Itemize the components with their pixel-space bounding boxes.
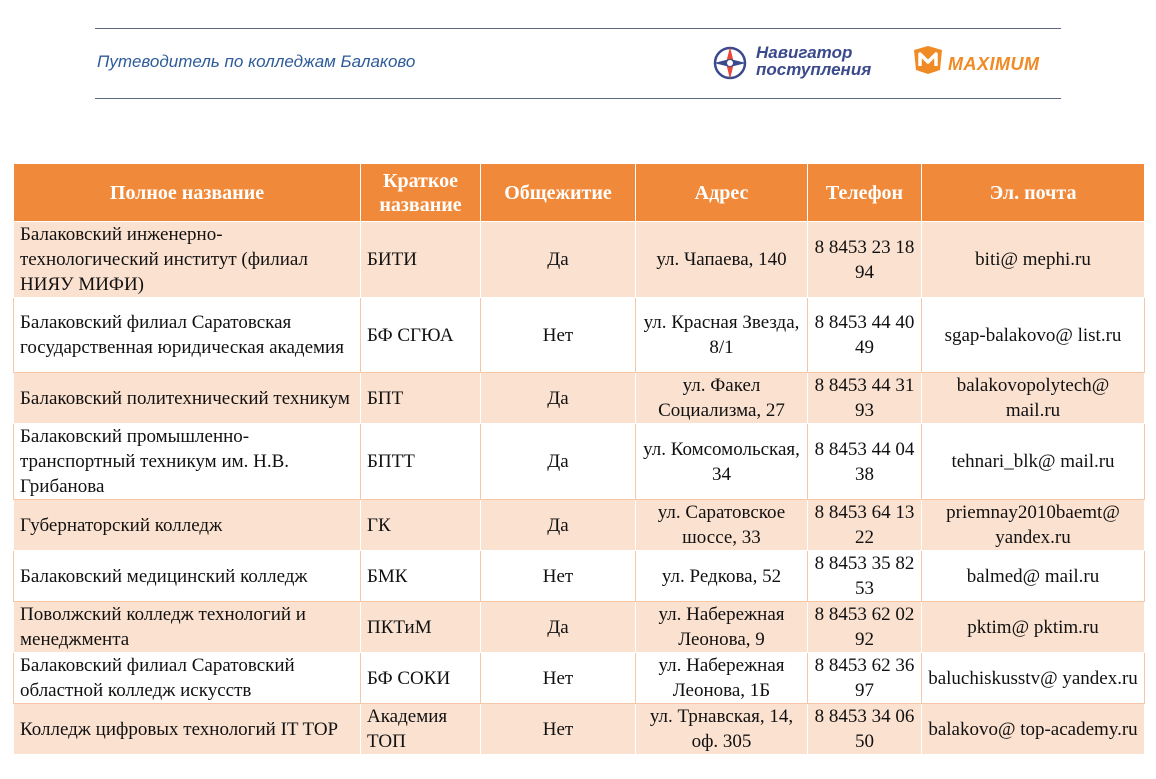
cell-full-name: Балаковский инженерно-технологический институт (филиал НИЯУ МИФИ) bbox=[14, 222, 361, 298]
cell-dormitory: Да bbox=[481, 500, 636, 551]
maximum-logo bbox=[910, 42, 1060, 82]
table-row bbox=[14, 704, 1145, 755]
cell-full-name: Балаковский политехнический техникум bbox=[14, 373, 361, 424]
cell-dormitory: Да bbox=[481, 373, 636, 424]
cell-dormitory: Нет bbox=[481, 653, 636, 704]
cell-phone: 8 8453 34 06 50 bbox=[808, 704, 922, 755]
cell-short-name: БИТИ bbox=[361, 222, 481, 298]
cell-full-name: Балаковский промышленно-транспортный техникум им. Н.В. Грибанова bbox=[14, 424, 361, 500]
cell-address: ул. Комсомольская, 34 bbox=[636, 424, 808, 500]
page-title: Путеводитель по колледжам Балаково bbox=[97, 52, 416, 71]
cell-phone: 8 8453 62 36 97 bbox=[808, 653, 922, 704]
cell-address: ул. Саратовское шоссе, 33 bbox=[636, 500, 808, 551]
cell-short-name: БФ СГЮА bbox=[361, 298, 481, 373]
cell-email: balakovo@ top-academy.ru bbox=[922, 704, 1145, 755]
table-row bbox=[14, 653, 1145, 704]
cell-short-name: ПКТиМ bbox=[361, 602, 481, 653]
cell-email: tehnari_blk@ mail.ru bbox=[922, 424, 1145, 500]
column-header-full-name: Полное название bbox=[14, 164, 361, 222]
cell-dormitory: Да bbox=[481, 424, 636, 500]
cell-phone: 8 8453 44 31 93 bbox=[808, 373, 922, 424]
cell-phone: 8 8453 44 04 38 bbox=[808, 424, 922, 500]
table-header-row bbox=[14, 164, 1145, 222]
cell-short-name: БМК bbox=[361, 551, 481, 602]
cell-email: priemnay2010baemt@ yandex.ru bbox=[922, 500, 1145, 551]
cell-address: ул. Редкова, 52 bbox=[636, 551, 808, 602]
cell-short-name: БПТТ bbox=[361, 424, 481, 500]
navigator-logo-line2: поступления bbox=[756, 60, 872, 79]
compass-icon bbox=[710, 43, 750, 83]
cell-address: ул. Набережная Леонова, 1Б bbox=[636, 653, 808, 704]
cell-full-name: Поволжский колледж технологий и менеджмента bbox=[14, 602, 361, 653]
cell-full-name: Губернаторский колледж bbox=[14, 500, 361, 551]
cell-dormitory: Нет bbox=[481, 298, 636, 373]
cell-full-name: Колледж цифровых технологий IT TOP bbox=[14, 704, 361, 755]
cell-full-name: Балаковский филиал Саратовский областной колледж искусств bbox=[14, 653, 361, 704]
table-row bbox=[14, 222, 1145, 298]
table-row bbox=[14, 424, 1145, 500]
cell-dormitory: Да bbox=[481, 222, 636, 298]
cell-full-name: Балаковский медицинский колледж bbox=[14, 551, 361, 602]
cell-dormitory: Нет bbox=[481, 704, 636, 755]
cell-phone: 8 8453 35 82 53 bbox=[808, 551, 922, 602]
column-header-dormitory: Общежитие bbox=[481, 164, 636, 222]
table-row bbox=[14, 298, 1145, 373]
cell-short-name: Академия ТОП bbox=[361, 704, 481, 755]
cell-email: balakovopolytech@ mail.ru bbox=[922, 373, 1145, 424]
cell-email: baluchiskusstv@ yandex.ru bbox=[922, 653, 1145, 704]
cell-phone: 8 8453 23 18 94 bbox=[808, 222, 922, 298]
cell-email: pktim@ pktim.ru bbox=[922, 602, 1145, 653]
cell-email: sgap-balakovo@ list.ru bbox=[922, 298, 1145, 373]
maximum-logo-text: MAXIMUM bbox=[948, 54, 1040, 74]
cell-address: ул. Красная Звезда, 8/1 bbox=[636, 298, 808, 373]
navigator-logo-line1: Навигатор bbox=[756, 43, 853, 62]
cell-email: biti@ mephi.ru bbox=[922, 222, 1145, 298]
table-row bbox=[14, 373, 1145, 424]
column-header-email: Эл. почта bbox=[922, 164, 1145, 222]
cell-phone: 8 8453 44 40 49 bbox=[808, 298, 922, 373]
cell-dormitory: Да bbox=[481, 602, 636, 653]
cell-address: ул. Чапаева, 140 bbox=[636, 222, 808, 298]
cell-email: balmed@ mail.ru bbox=[922, 551, 1145, 602]
maximum-logo-mark-icon bbox=[910, 42, 946, 78]
table-row bbox=[14, 602, 1145, 653]
table-row bbox=[14, 500, 1145, 551]
cell-short-name: БПТ bbox=[361, 373, 481, 424]
table-row bbox=[14, 551, 1145, 602]
column-header-address: Адрес bbox=[636, 164, 808, 222]
header-rule-top bbox=[95, 28, 1061, 29]
cell-dormitory: Нет bbox=[481, 551, 636, 602]
cell-short-name: БФ СОКИ bbox=[361, 653, 481, 704]
column-header-phone: Телефон bbox=[808, 164, 922, 222]
cell-address: ул. Факел Социализма, 27 bbox=[636, 373, 808, 424]
cell-address: ул. Набережная Леонова, 9 bbox=[636, 602, 808, 653]
cell-address: ул. Трнавская, 14, оф. 305 bbox=[636, 704, 808, 755]
cell-short-name: ГК bbox=[361, 500, 481, 551]
colleges-table bbox=[13, 163, 1145, 755]
cell-full-name: Балаковский филиал Саратовская государственная юридическая академия bbox=[14, 298, 361, 373]
header-rule-bottom bbox=[95, 98, 1061, 99]
column-header-short-name: Краткое название bbox=[361, 164, 481, 222]
navigator-logo bbox=[710, 43, 900, 85]
cell-phone: 8 8453 64 13 22 bbox=[808, 500, 922, 551]
cell-phone: 8 8453 62 02 92 bbox=[808, 602, 922, 653]
